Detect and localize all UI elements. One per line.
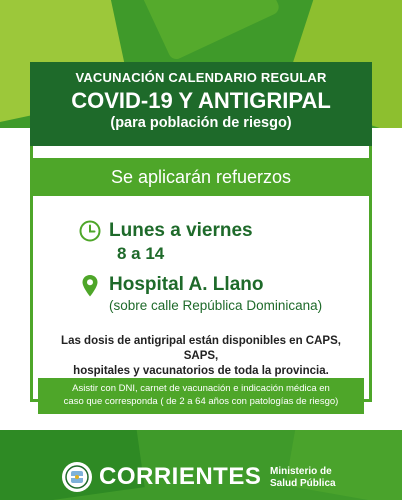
availability-note [47, 334, 355, 379]
schedule-hours: 8 a 14 [117, 244, 165, 263]
availability-note-line: Las dosis de antigripal están disponibles en CAPS, SAPS, [61, 335, 341, 362]
ministry-name [270, 466, 336, 490]
booster-banner: Se aplicarán refuerzos [33, 158, 369, 196]
header-subtitle: VACUNACIÓN CALENDARIO REGULAR [75, 70, 327, 85]
location-name: Hospital A. Llano [109, 274, 264, 295]
header-note: (para población de riesgo) [110, 115, 292, 131]
requirements-note [38, 378, 364, 414]
location-address: (sobre calle República Dominicana) [109, 298, 323, 313]
province-seal-icon [62, 462, 92, 492]
header-title-box [30, 62, 372, 146]
decorative-shape [139, 0, 282, 62]
footer [0, 430, 402, 500]
availability-note-line: hospitales y vacunatorios de toda la provincia. [73, 365, 329, 377]
ministry-line: Ministerio de [270, 466, 332, 477]
clock-icon [79, 220, 101, 242]
requirements-line: Asistir con DNI, carnet de vacunación e indicación médica en [72, 383, 330, 394]
brand-name: CORRIENTES [99, 463, 262, 490]
ministry-line: Salud Pública [270, 478, 336, 489]
header-title: COVID-19 Y ANTIGRIPAL [71, 88, 331, 113]
info-card [30, 146, 372, 402]
requirements-line: caso que corresponda ( de 2 a 64 años con patologías de riesgo) [63, 396, 339, 407]
schedule-days: Lunes a viernes [109, 220, 253, 241]
map-pin-icon [81, 274, 99, 298]
